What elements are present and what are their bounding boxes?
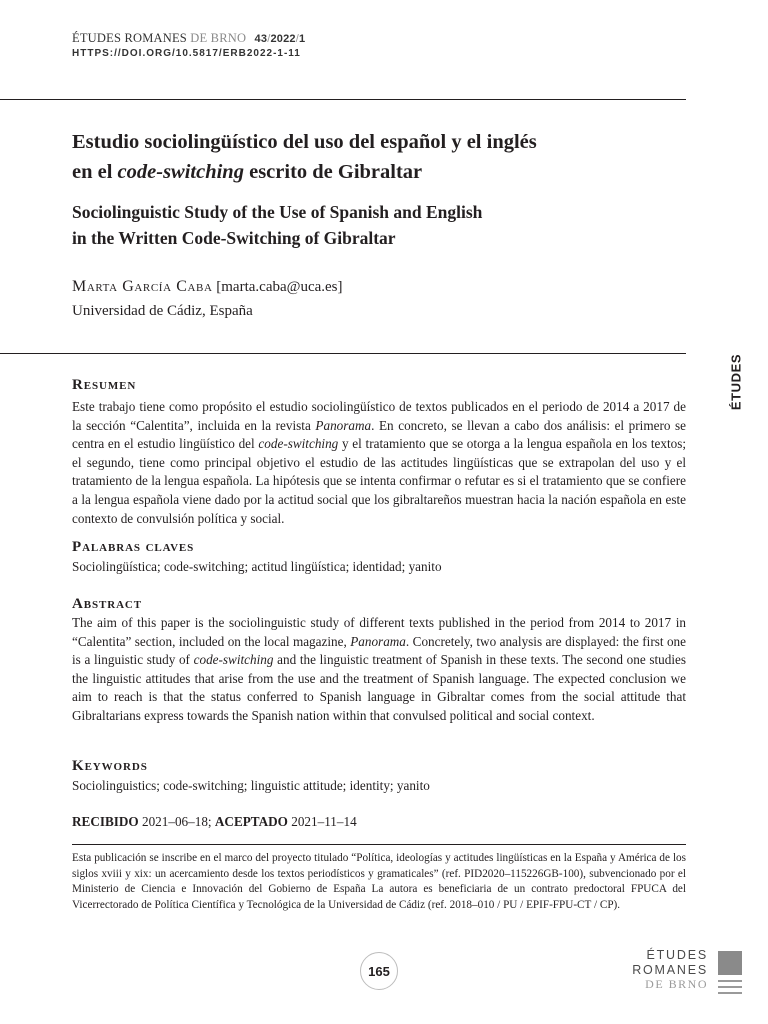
author-block xyxy=(72,275,343,323)
palabras-text: Sociolingüística; code-switching; actitud lingüística; identidad; yanito xyxy=(72,559,442,574)
keywords-heading: Keywords xyxy=(72,758,148,774)
resumen-heading: Resumen xyxy=(72,377,137,393)
running-header xyxy=(72,31,305,59)
journal-logo: ÉTUDES ROMANES DE BRNO xyxy=(620,948,742,996)
volume-issue: 43/2022/1 xyxy=(254,33,306,45)
abstract-text: The aim of this paper is the sociolinguistic study of different texts published in the period from 2014 to 2017 in “Calentita” section, included on the local magazine, Panorama. Concretely, two analysis are displayed: the first one is a linguistic study of code-switching and the linguistic treatment of Spanish in these texts. The second one studies the linguistic attitudes that arise from the use and the treatment of Spanish language. The expected conclusion we aim to reach is that the status conferred to Spanish language in Gibraltar comes from the social attitude that Gibraltarians express towards the Spanish nation within that convulsed political and social context. xyxy=(72,615,686,723)
footnote-divider xyxy=(72,844,686,845)
journal-citation xyxy=(72,31,305,46)
logo-square-icon xyxy=(718,951,742,975)
section-side-tab: ÉTUDES xyxy=(728,353,744,411)
abstract-heading: Abstract xyxy=(72,596,142,612)
doi-link[interactable]: HTTPS://DOI.ORG/10.5817/ERB2022-1-11 xyxy=(72,48,301,59)
logo-bar-icon xyxy=(718,980,742,982)
author-name: Marta García Caba xyxy=(72,278,213,295)
logo-bar-icon xyxy=(718,992,742,994)
title-spanish: Estudio sociolingüístico del uso del español y el inglés en el code-switching escrito de Gibraltar xyxy=(72,131,537,183)
resumen-text: Este trabajo tiene como propósito el estudio sociolingüístico de textos publicados en el periodo de 2014 a 2017 de la sección “Calentita”, incluida en la revista Panorama. En concreto, se llevan a cabo dos análisis: el primero se centra en el estudio lingüístico del code-switching y el tratamiento que se otorga a la lengua española en los textos; el segundo, tiene como principal objetivo el estudio de las actitudes lingüísticas que se extrapolan del uso y el tratamiento de la lengua española. La hipótesis que se intenta confirmar o refutar es si el tratamiento que se confiere a la lengua española viene dado por la actitud social que los gibraltareños muestran hacia la nación española en este contexto de convulsión política y social. xyxy=(72,399,687,526)
author-affiliation: Universidad de Cádiz, España xyxy=(72,303,253,319)
title-english: Sociolinguistic Study of the Use of Spanish and English in the Written Code-Switching of Gibraltar xyxy=(72,202,483,248)
funding-footnote: Esta publicación se inscribe en el marco del proyecto titulado “Política, ideologías y actitudes lingüísticas en la España y América de los siglos xviii y xix: un acercamiento desde los textos periodísticos y gramaticales” (ref. PID2020–115226GB-100), subvencionado por el Ministerio de Ciencia e Innovación del Gobierno de España La autora es beneficiaria de un contrato predoctoral FPUCA del Vicerrectorado de Política Científica y Tecnológica de la Universidad de Cádiz (ref. 2018–010 / PU / EPIF-FPU-CT / CP). xyxy=(72,852,686,911)
middle-divider xyxy=(0,353,686,354)
logo-bar-icon xyxy=(718,986,742,988)
author-email[interactable]: [marta.caba@uca.es] xyxy=(216,279,343,295)
page-number: 165 xyxy=(360,952,398,990)
top-divider xyxy=(0,99,686,100)
keywords-text: Sociolinguistics; code-switching; linguistic attitude; identity; yanito xyxy=(72,778,430,793)
journal-name: ÉTUDES ROMANES xyxy=(72,31,187,45)
submission-dates: RECIBIDO 2021–06–18; ACEPTADO 2021–11–14 xyxy=(72,814,357,829)
journal-place: DE BRNO xyxy=(190,31,247,45)
palabras-heading: Palabras claves xyxy=(72,539,195,555)
